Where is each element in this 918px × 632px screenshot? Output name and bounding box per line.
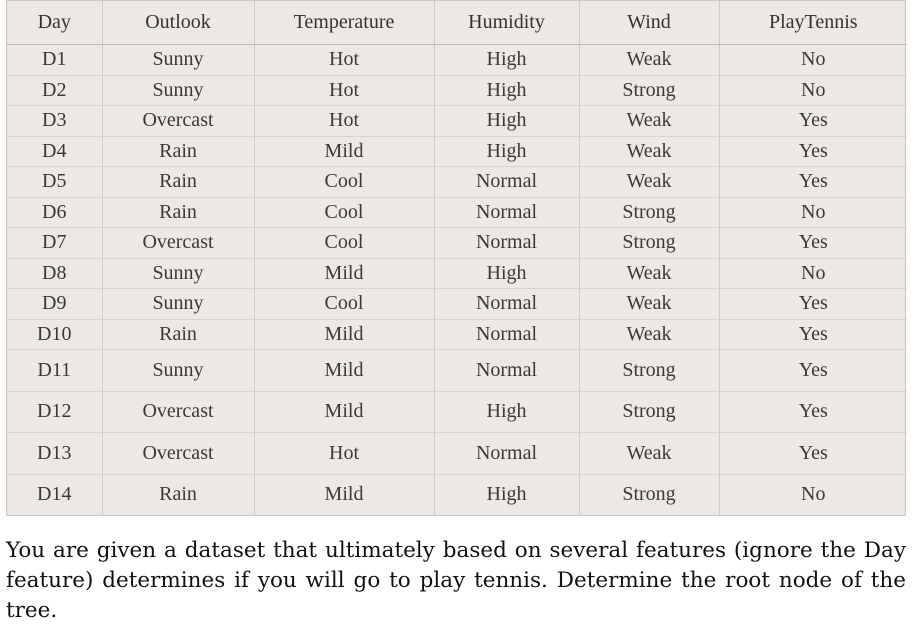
cell-temperature: Hot bbox=[254, 45, 434, 76]
cell-humidity: High bbox=[434, 75, 579, 106]
cell-playtennis: Yes bbox=[719, 391, 907, 433]
table-row bbox=[7, 319, 907, 350]
cell-outlook: Overcast bbox=[102, 228, 254, 259]
cell-humidity: Normal bbox=[434, 433, 579, 475]
cell-wind: Weak bbox=[579, 106, 719, 137]
cell-humidity: Normal bbox=[434, 350, 579, 392]
cell-day: D8 bbox=[7, 258, 102, 289]
cell-humidity: Normal bbox=[434, 197, 579, 228]
table-row bbox=[7, 75, 907, 106]
cell-temperature: Mild bbox=[254, 136, 434, 167]
cell-wind: Weak bbox=[579, 289, 719, 320]
header-humidity: Humidity bbox=[434, 1, 579, 45]
table-row bbox=[7, 167, 907, 198]
cell-humidity: High bbox=[434, 258, 579, 289]
cell-humidity: Normal bbox=[434, 289, 579, 320]
header-playtennis: PlayTennis bbox=[719, 1, 907, 45]
cell-temperature: Mild bbox=[254, 258, 434, 289]
cell-temperature: Cool bbox=[254, 289, 434, 320]
cell-day: D1 bbox=[7, 45, 102, 76]
table-header-row bbox=[7, 1, 907, 45]
cell-day: D6 bbox=[7, 197, 102, 228]
cell-wind: Weak bbox=[579, 45, 719, 76]
cell-outlook: Rain bbox=[102, 319, 254, 350]
cell-playtennis: Yes bbox=[719, 228, 907, 259]
header-outlook: Outlook bbox=[102, 1, 254, 45]
cell-temperature: Cool bbox=[254, 228, 434, 259]
cell-humidity: High bbox=[434, 474, 579, 515]
cell-outlook: Rain bbox=[102, 136, 254, 167]
cell-playtennis: Yes bbox=[719, 106, 907, 137]
cell-playtennis: Yes bbox=[719, 289, 907, 320]
cell-temperature: Mild bbox=[254, 319, 434, 350]
table-row bbox=[7, 474, 907, 515]
cell-outlook: Rain bbox=[102, 197, 254, 228]
cell-day: D2 bbox=[7, 75, 102, 106]
cell-humidity: High bbox=[434, 106, 579, 137]
table-row bbox=[7, 350, 907, 392]
cell-playtennis: Yes bbox=[719, 319, 907, 350]
table-row bbox=[7, 391, 907, 433]
cell-day: D14 bbox=[7, 474, 102, 515]
table-row bbox=[7, 136, 907, 167]
table-row bbox=[7, 433, 907, 475]
cell-wind: Weak bbox=[579, 136, 719, 167]
cell-humidity: High bbox=[434, 136, 579, 167]
cell-day: D9 bbox=[7, 289, 102, 320]
cell-outlook: Overcast bbox=[102, 433, 254, 475]
cell-playtennis: No bbox=[719, 258, 907, 289]
cell-humidity: High bbox=[434, 391, 579, 433]
cell-outlook: Sunny bbox=[102, 45, 254, 76]
cell-day: D11 bbox=[7, 350, 102, 392]
cell-outlook: Sunny bbox=[102, 350, 254, 392]
cell-playtennis: No bbox=[719, 75, 907, 106]
cell-playtennis: Yes bbox=[719, 350, 907, 392]
table-body bbox=[7, 45, 907, 516]
cell-humidity: Normal bbox=[434, 167, 579, 198]
cell-wind: Weak bbox=[579, 319, 719, 350]
cell-wind: Strong bbox=[579, 474, 719, 515]
cell-humidity: Normal bbox=[434, 228, 579, 259]
header-temperature: Temperature bbox=[254, 1, 434, 45]
cell-temperature: Hot bbox=[254, 433, 434, 475]
cell-temperature: Cool bbox=[254, 197, 434, 228]
cell-wind: Strong bbox=[579, 75, 719, 106]
cell-temperature: Hot bbox=[254, 75, 434, 106]
cell-humidity: High bbox=[434, 45, 579, 76]
cell-day: D4 bbox=[7, 136, 102, 167]
cell-day: D10 bbox=[7, 319, 102, 350]
cell-outlook: Overcast bbox=[102, 391, 254, 433]
header-wind: Wind bbox=[579, 1, 719, 45]
cell-outlook: Overcast bbox=[102, 106, 254, 137]
cell-playtennis: Yes bbox=[719, 136, 907, 167]
cell-playtennis: No bbox=[719, 45, 907, 76]
cell-wind: Strong bbox=[579, 228, 719, 259]
cell-day: D13 bbox=[7, 433, 102, 475]
cell-wind: Weak bbox=[579, 258, 719, 289]
cell-day: D3 bbox=[7, 106, 102, 137]
play-tennis-table bbox=[7, 1, 907, 515]
cell-temperature: Mild bbox=[254, 350, 434, 392]
table-row bbox=[7, 106, 907, 137]
cell-playtennis: Yes bbox=[719, 167, 907, 198]
cell-temperature: Cool bbox=[254, 167, 434, 198]
cell-outlook: Rain bbox=[102, 474, 254, 515]
cell-outlook: Sunny bbox=[102, 258, 254, 289]
table-row bbox=[7, 197, 907, 228]
cell-wind: Strong bbox=[579, 391, 719, 433]
cell-playtennis: No bbox=[801, 483, 826, 506]
cell-temperature: Hot bbox=[254, 106, 434, 137]
cell-humidity: Normal bbox=[434, 319, 579, 350]
cell-temperature: Mild bbox=[254, 474, 434, 515]
table-row bbox=[7, 258, 907, 289]
cell-playtennis: Yes bbox=[719, 433, 907, 475]
cell-day: D5 bbox=[7, 167, 102, 198]
cell-wind: Weak bbox=[579, 167, 719, 198]
table-row bbox=[7, 228, 907, 259]
cell-temperature: Mild bbox=[254, 391, 434, 433]
table-row bbox=[7, 289, 907, 320]
cell-wind: Strong bbox=[579, 197, 719, 228]
table-row bbox=[7, 45, 907, 76]
cell-playtennis: No bbox=[719, 197, 907, 228]
question-text: You are given a dataset that ultimately based on several features (ignore the Day feature) determines if you will go to play tennis. Determine the root node of the tree. bbox=[6, 538, 906, 623]
cell-day: D12 bbox=[7, 391, 102, 433]
header-day: Day bbox=[7, 1, 102, 45]
cell-outlook: Sunny bbox=[102, 75, 254, 106]
cell-outlook: Sunny bbox=[102, 289, 254, 320]
cell-outlook: Rain bbox=[102, 167, 254, 198]
cell-wind: Strong bbox=[579, 350, 719, 392]
cell-wind: Weak bbox=[579, 433, 719, 475]
dataset-table-container bbox=[6, 0, 906, 516]
cell-day: D7 bbox=[7, 228, 102, 259]
